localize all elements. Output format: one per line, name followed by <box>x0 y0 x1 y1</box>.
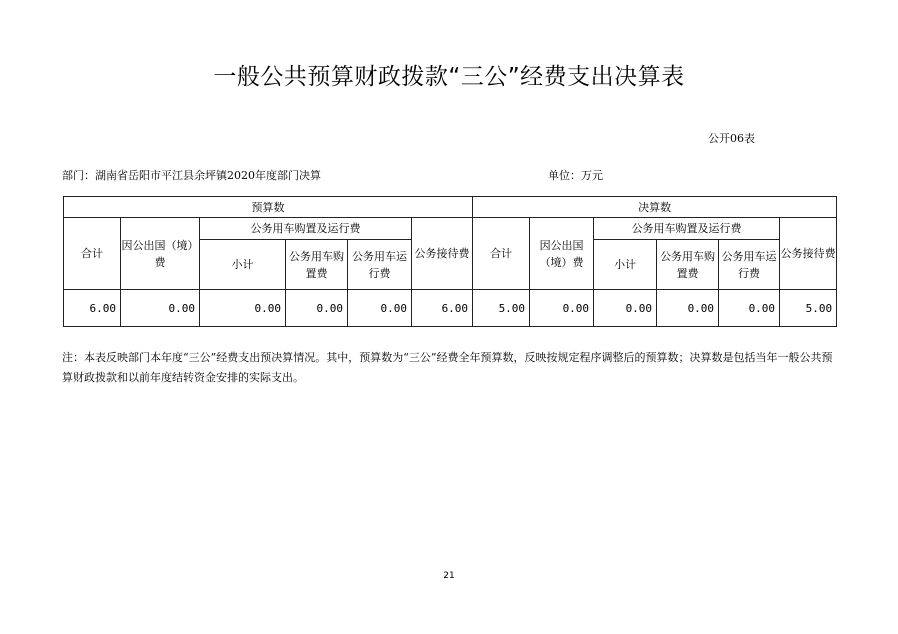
budget-abroad-value: 0.00 <box>121 290 200 327</box>
final-vehicle-operation-header: 公务用车运行费 <box>719 240 780 290</box>
budget-reception-value: 6.00 <box>412 290 473 327</box>
final-reception-value: 5.00 <box>780 290 837 327</box>
budget-vehicle-header: 公务用车购置及运行费 <box>200 218 412 240</box>
final-reception-header: 公务接待费 <box>780 218 837 290</box>
budget-vehicle-purchase-value: 0.00 <box>286 290 348 327</box>
final-total-header: 合计 <box>473 218 530 290</box>
final-vehicle-operation-value: 0.00 <box>719 290 780 327</box>
page-title: 一般公共预算财政拨款“三公”经费支出决算表 <box>213 64 685 90</box>
form-number: 公开06表 <box>708 132 755 145</box>
budget-total-header: 合计 <box>64 218 121 290</box>
final-vehicle-purchase-value: 0.00 <box>657 290 719 327</box>
table-row <box>64 290 837 327</box>
budget-subtotal-value: 0.00 <box>200 290 286 327</box>
three-public-expenses-table <box>63 196 837 327</box>
final-total-value: 5.00 <box>473 290 530 327</box>
budget-abroad-header: 因公出国（境）费 <box>121 218 200 290</box>
budget-vehicle-operation-header: 公务用车运行费 <box>348 240 412 290</box>
department-label: 部门：湖南省岳阳市平江县余坪镇2020年度部门决算 <box>62 169 321 182</box>
final-vehicle-purchase-header: 公务用车购置费 <box>657 240 719 290</box>
final-vehicle-header: 公务用车购置及运行费 <box>594 218 780 240</box>
unit-label: 单位：万元 <box>548 169 603 182</box>
footnote: 注：本表反映部门本年度“三公”经费支出预决算情况。其中，预算数为“三公”经费全年预算数，反映按规定程序调整后的预算数；决算数是包括当年一般公共预算财政拨款和以前年度结转资金安排的实际支出。 <box>62 351 833 384</box>
budget-vehicle-operation-value: 0.00 <box>348 290 412 327</box>
final-subtotal-header: 小计 <box>594 240 657 290</box>
final-abroad-value: 0.00 <box>530 290 594 327</box>
page-number: 21 <box>443 571 455 581</box>
final-subtotal-value: 0.00 <box>594 290 657 327</box>
budget-total-value: 6.00 <box>64 290 121 327</box>
budget-reception-header: 公务接待费 <box>412 218 473 290</box>
budget-subtotal-header: 小计 <box>200 240 286 290</box>
final-group-header: 决算数 <box>473 197 837 218</box>
budget-group-header: 预算数 <box>64 197 473 218</box>
budget-vehicle-purchase-header: 公务用车购置费 <box>286 240 348 290</box>
final-abroad-header: 因公出国（境）费 <box>530 218 594 290</box>
